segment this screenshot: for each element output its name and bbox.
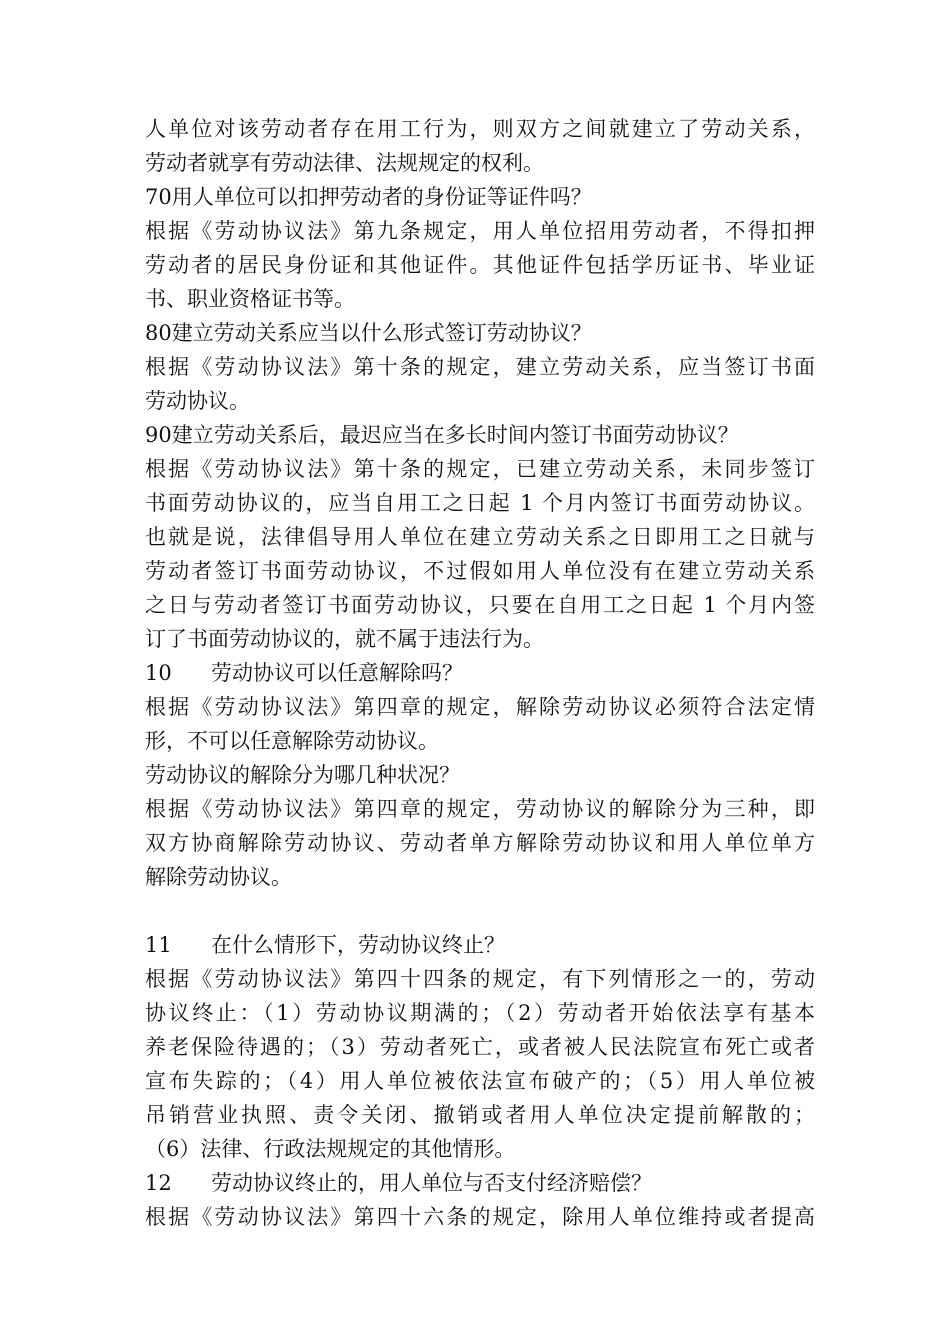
paragraph-gap — [145, 894, 815, 928]
text-line: 也就是说，法律倡导用人单位在建立劳动关系之日即用工之日就与 — [145, 525, 815, 549]
text-line: 根据《劳动协议法》第四十四条的规定，有下列情形之一的，劳动 — [145, 967, 815, 991]
question-line: 90建立劳动关系后，最迟应当在多长时间内签订书面劳动协议？ — [145, 423, 739, 447]
text-line: 劳动协议。 — [145, 389, 250, 413]
text-line: 根据《劳动协议法》第四章的规定，劳动协议的解除分为三种，即 — [145, 797, 815, 821]
text-line: 形，不可以任意解除劳动协议。 — [145, 729, 439, 753]
text-line: 根据《劳动协议法》第四十六条的规定，除用人单位维持或者提高 — [145, 1205, 815, 1229]
text-line: 劳动者签订书面劳动协议，不过假如用人单位没有在建立劳动关系 — [145, 559, 815, 583]
question-text: 劳动协议终止的，用人单位与否支付经济赔偿？ — [211, 1171, 652, 1195]
text-line: （6）法律、行政法规规定的其他情形。 — [145, 1137, 516, 1161]
text-line: 根据《劳动协议法》第十条的规定，已建立劳动关系，未同步签订 — [145, 457, 815, 481]
question-text: 劳动协议可以任意解除吗？ — [211, 661, 463, 685]
question-line: 80建立劳动关系应当以什么形式签订劳动协议？ — [145, 321, 592, 345]
text-line: 根据《劳动协议法》第九条规定，用人单位招用劳动者，不得扣押 — [145, 219, 815, 243]
document-body — [145, 112, 815, 1234]
text-line: 订了书面劳动协议的，就不属于违法行为。 — [145, 627, 544, 651]
text-line: 根据《劳动协议法》第四章的规定，解除劳动协议必须符合法定情 — [145, 695, 815, 719]
text-line: 劳动者的居民身份证和其他证件。其他证件包括学历证书、毕业证 — [145, 253, 815, 277]
text-line: 宣布失踪的；（4）用人单位被依法宣布破产的；（5）用人单位被 — [145, 1069, 815, 1093]
text-line: 书面劳动协议的，应当自用工之日起 1 个月内签订书面劳动协议。 — [145, 491, 815, 515]
question-line: 劳动协议的解除分为哪几种状况？ — [145, 763, 460, 787]
numbered-question — [145, 656, 815, 690]
numbered-question — [145, 928, 815, 962]
numbered-question — [145, 1166, 815, 1200]
text-line: 协议终止：（1）劳动协议期满的；（2）劳动者开始依法享有基本 — [145, 1001, 815, 1025]
text-line: 劳动者就享有劳动法律、法规规定的权利。 — [145, 151, 544, 175]
text-line: 人单位对该劳动者存在用工行为，则双方之间就建立了劳动关系， — [145, 117, 815, 141]
question-text: 在什么情形下，劳动协议终止？ — [211, 933, 505, 957]
text-line: 解除劳动协议。 — [145, 865, 292, 889]
text-line: 吊销营业执照、责令关闭、撤销或者用人单位决定提前解散的； — [145, 1103, 815, 1127]
question-number: 11 — [145, 933, 172, 957]
text-line: 根据《劳动协议法》第十条的规定，建立劳动关系，应当签订书面 — [145, 355, 815, 379]
question-number: 12 — [145, 1171, 172, 1195]
question-number: 10 — [145, 661, 172, 685]
text-line: 双方协商解除劳动协议、劳动者单方解除劳动协议和用人单位单方 — [145, 831, 815, 855]
text-line: 书、职业资格证书等。 — [145, 287, 355, 311]
text-line: 养老保险待遇的；（3）劳动者死亡，或者被人民法院宣布死亡或者 — [145, 1035, 815, 1059]
text-line: 之日与劳动者签订书面劳动协议，只要在自用工之日起 1 个月内签 — [145, 593, 815, 617]
question-line: 70用人单位可以扣押劳动者的身份证等证件吗？ — [145, 185, 592, 209]
